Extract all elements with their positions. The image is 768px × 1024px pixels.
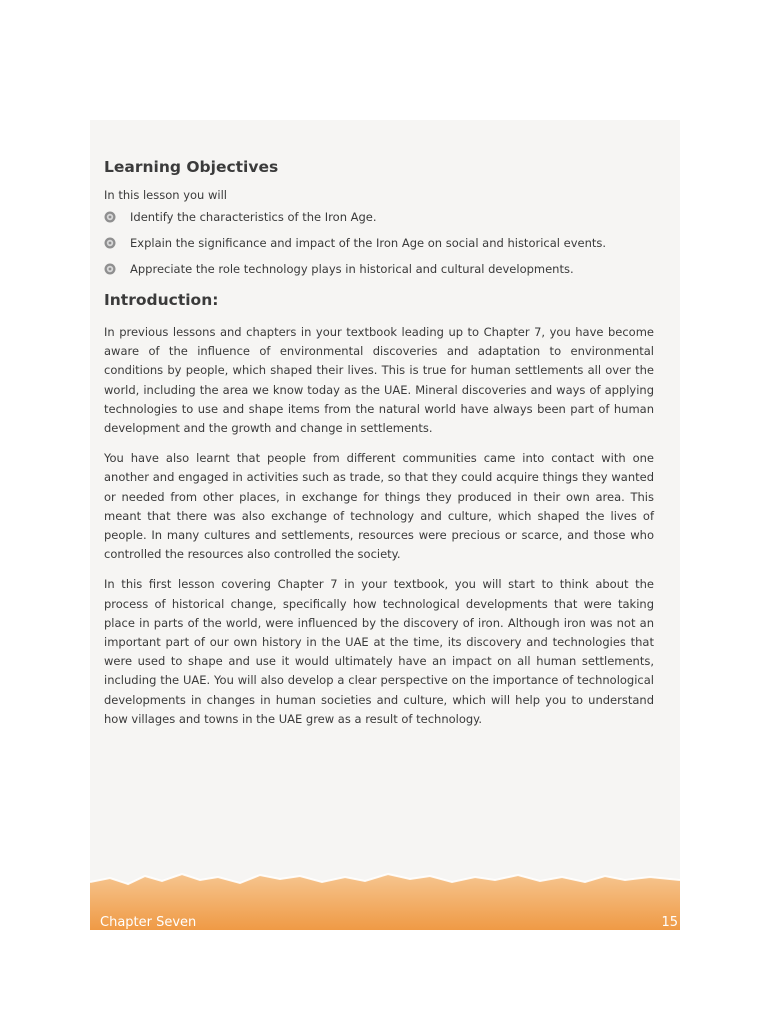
gear-bullet-icon: [104, 263, 116, 275]
textbook-page: [90, 120, 680, 930]
objectives-intro: In this lesson you will: [104, 188, 227, 202]
objective-text: Identify the characteristics of the Iron Age.: [130, 210, 377, 224]
list-item: [104, 236, 654, 251]
intro-paragraph-3: In this first lesson covering Chapter 7 in your textbook, you will start to think about the process of historical change, specifically how technological developments that were taking place in parts of the world, were influenced by the discovery of iron. Although iron was not an important part of our own history in the UAE at the time, its discovery and technologies that were used to shape and use it would ultimately have an impact on all human settlements, including the UAE. You will also develop a clear perspective on the importance of technological developments in changes in human societies and culture, which will help you to understand how villages and towns in the UAE grew as a result of technology.: [104, 577, 654, 726]
objective-text: Explain the significance and impact of the Iron Age on social and historical events.: [130, 236, 607, 250]
list-item: [104, 262, 654, 277]
page-number: 15: [661, 915, 678, 930]
intro-paragraph-2: You have also learnt that people from different communities came into contact with one another and engaged in activities such as trade, so that they could acquire things they wanted or needed from other places, in exchange for things they produced in their own area. This meant that there was also exchange of technology and culture, which shaped the lives of people. In many cultures and settlements, resources were precious or scarce, and those who controlled the resources also controlled the society.: [104, 451, 654, 562]
learning-objectives-heading: Learning Objectives: [104, 158, 279, 176]
intro-paragraph-1: In previous lessons and chapters in your textbook leading up to Chapter 7, you have become aware of the influence of environmental discoveries and adaptation to environmental conditions by people, which shaped their lives. This is true for human settlements all over the world, including the area we know today as the UAE. Mineral discoveries and ways of applying technologies to use and shape items from the natural world have always been part of human development and the growth and change in settlements.: [104, 325, 654, 436]
objectives-list: [104, 210, 654, 277]
list-item: [104, 210, 654, 225]
chapter-footer-band: [90, 860, 680, 930]
chapter-label: Chapter Seven: [100, 915, 197, 930]
gear-bullet-icon: [104, 237, 116, 249]
gear-bullet-icon: [104, 211, 116, 223]
introduction-heading: Introduction:: [104, 291, 219, 309]
page-content: [104, 158, 654, 740]
objective-text: Appreciate the role technology plays in historical and cultural developments.: [130, 262, 574, 276]
